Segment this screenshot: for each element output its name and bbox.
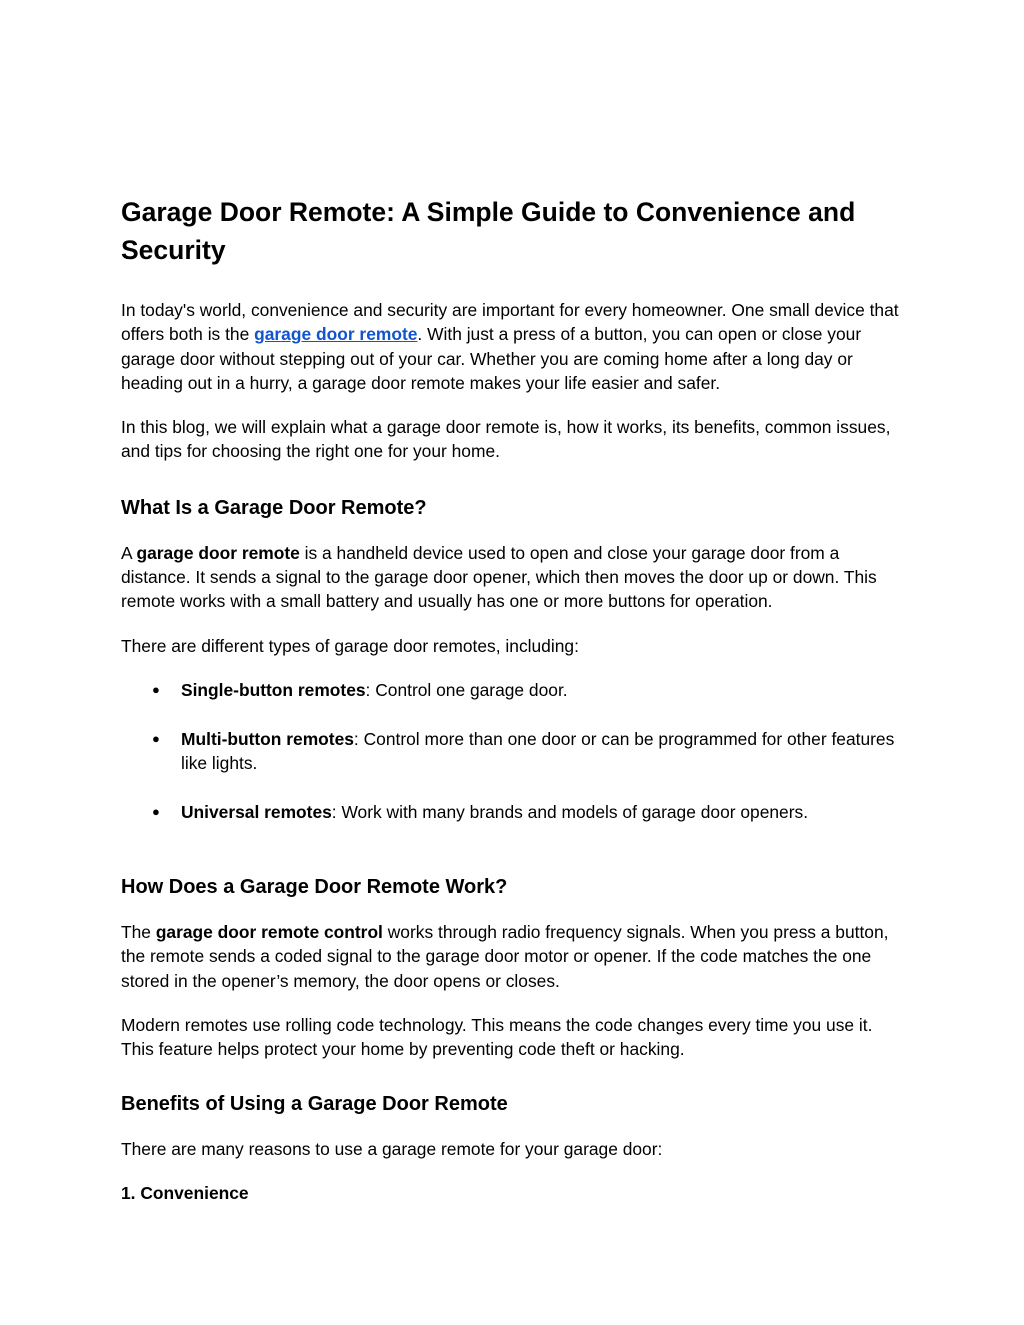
article-title: Garage Door Remote: A Simple Guide to Convenience and Security: [121, 197, 856, 265]
bullet-dot-icon: ●: [152, 730, 160, 746]
intro-paragraph-1: [121, 298, 906, 395]
what-is-paragraph-1: [121, 541, 906, 614]
bullet-dot-icon: ●: [152, 681, 160, 697]
intro-text-after-link: . With just a press of a button, you can open or close your garage door without stepping out of your car. Whether you are coming home after a long day or heading out in a hurry, a garage door remote makes your life easier and safer.: [121, 324, 862, 393]
list-item-term: Multi-button remotes: [181, 728, 354, 749]
how-works-paragraph-1: [121, 920, 906, 993]
text-run: works through radio frequency signals. When you press a button, the remote sends a coded signal to the garage door motor or opener. If the code matches the one stored in the opener’s memory, the door opens or closes.: [121, 922, 889, 991]
how-works-paragraph-2: Modern remotes use rolling code technology. This means the code changes every time you use it. This feature helps protect your home by preventing code theft or hacking.: [121, 1015, 873, 1060]
list-item: [121, 727, 906, 776]
bullet-dot-icon: ●: [152, 803, 160, 819]
text-run: is a handheld device used to open and close your garage door from a distance. It sends a signal to the garage door opener, which then moves the door up or down. This remote works with a small battery and usually has one or more buttons for operation.: [121, 542, 877, 612]
benefits-paragraph-1: There are many reasons to use a garage remote for your garage door:: [121, 1138, 663, 1159]
section-heading-benefits: Benefits of Using a Garage Door Remote: [121, 1092, 508, 1115]
list-item-text: : Control one garage door.: [365, 679, 568, 700]
intro-paragraph-2: In this blog, we will explain what a garage door remote is, how it works, its benefits, common issues, and tips for choosing the right one for your home.: [121, 417, 891, 462]
what-is-paragraph-2: There are different types of garage door remotes, including:: [121, 635, 579, 656]
section-heading-what-is: What Is a Garage Door Remote?: [121, 496, 427, 519]
bold-term: garage door remote control: [155, 922, 383, 943]
benefit-subheading-convenience: 1. Convenience: [121, 1182, 249, 1203]
garage-door-remote-link[interactable]: garage door remote: [254, 324, 418, 345]
text-run: The: [121, 922, 156, 943]
bold-term: garage door remote: [136, 542, 300, 563]
document-page: [121, 193, 906, 1205]
section-heading-how-works: How Does a Garage Door Remote Work?: [121, 876, 508, 899]
list-item-term: Universal remotes: [181, 801, 332, 822]
list-item-text: : Work with many brands and models of garage door openers.: [331, 801, 809, 822]
list-item: [121, 678, 906, 702]
intro-text-before-link: In today's world, convenience and security are important for every homeowner. One small device that offers both is the: [121, 300, 899, 345]
list-item-text: : Control more than one door or can be programmed for other features like lights.: [181, 728, 895, 774]
list-item-term: Single-button remotes: [181, 679, 366, 700]
list-item: [121, 800, 906, 824]
remote-types-list: [121, 678, 906, 824]
text-run: A: [121, 542, 137, 563]
